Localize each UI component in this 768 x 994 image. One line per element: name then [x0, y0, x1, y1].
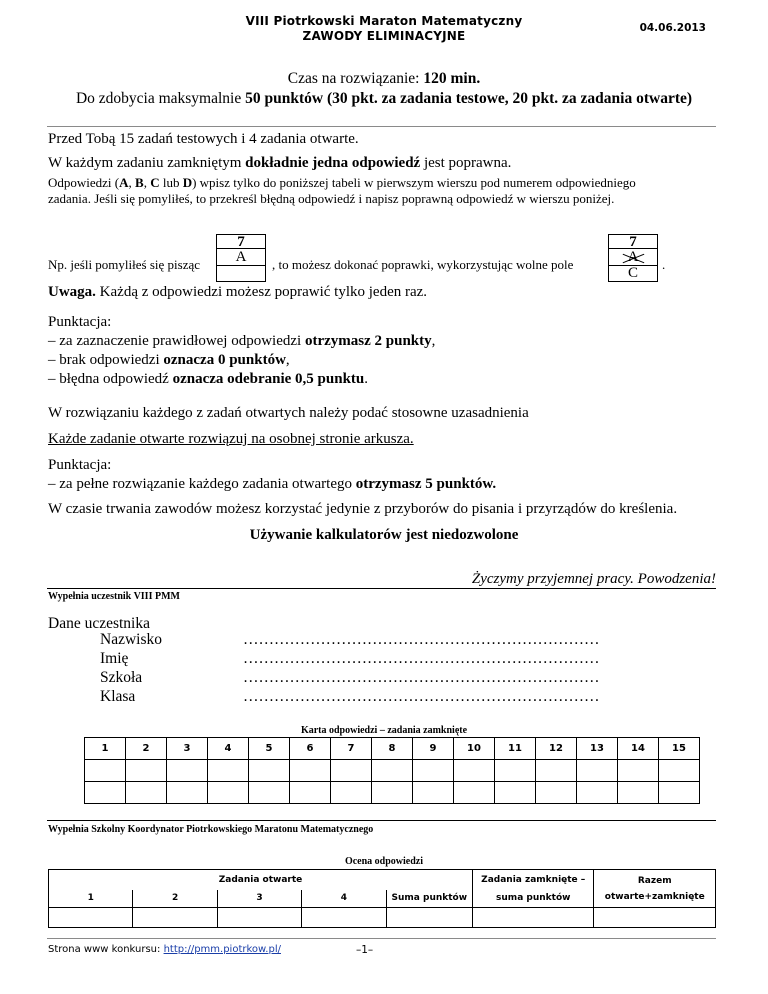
answer-cell[interactable]	[167, 760, 208, 782]
field-label-imie: Imię	[100, 650, 129, 667]
correction-cell[interactable]	[126, 782, 167, 804]
header-title-line1: VIII Piotrkowski Maraton Matematyczny	[245, 14, 523, 28]
field-input-nazwisko[interactable]: ……………………………………………………………	[243, 631, 600, 648]
field-label-szkola: Szkoła	[100, 669, 143, 686]
crossed-answer: A	[627, 249, 639, 265]
score-cell[interactable]	[217, 908, 301, 928]
answer-number: 5	[249, 738, 290, 760]
tools-line: W czasie trwania zawodów możesz korzystać jedynie z przyborów do pisania i przyrządów do kreślenia.	[48, 501, 678, 517]
answer-cell[interactable]	[618, 760, 659, 782]
correction-cell[interactable]	[372, 782, 413, 804]
answer-cell[interactable]	[495, 760, 536, 782]
correction-cell[interactable]	[331, 782, 372, 804]
field-label-klasa: Klasa	[100, 688, 136, 705]
total-header: Razem otwarte+zamknięte	[594, 870, 716, 908]
correction-cell[interactable]	[454, 782, 495, 804]
score-cell[interactable]	[594, 908, 716, 928]
answer-number: 9	[413, 738, 454, 760]
open-tasks-header: Zadania otwarte	[49, 870, 473, 890]
footer-website	[48, 944, 281, 955]
scoring-none: – brak odpowiedzi oznacza 0 punktów,	[48, 352, 290, 368]
divider-coordinator	[47, 820, 716, 821]
answer-cell[interactable]	[413, 760, 454, 782]
page-number: –1–	[356, 944, 374, 956]
footer-website-link[interactable]: http://pmm.piotrkow.pl/	[163, 944, 281, 955]
answer-card-title: Karta odpowiedzi – zadania zamknięte	[300, 725, 468, 736]
correction-cell[interactable]	[536, 782, 577, 804]
answer-number: 14	[618, 738, 659, 760]
score-cell[interactable]	[473, 908, 594, 928]
open-col-3: 3	[217, 890, 301, 908]
correction-cell[interactable]	[290, 782, 331, 804]
uwaga-line: Uwaga. Każdą z odpowiedzi możesz poprawić tylko jeden raz.	[48, 284, 428, 300]
answer-cell[interactable]	[249, 760, 290, 782]
answer-number: 15	[659, 738, 700, 760]
correction-cell[interactable]	[495, 782, 536, 804]
answer-cell[interactable]	[85, 760, 126, 782]
time-line	[0, 70, 768, 88]
answer-number: 7	[331, 738, 372, 760]
ocena-table	[48, 869, 716, 928]
score-cell[interactable]	[302, 908, 386, 928]
header-date: 04.06.2013	[639, 22, 706, 34]
score-cell[interactable]	[386, 908, 472, 928]
field-input-szkola[interactable]: ……………………………………………………………	[243, 669, 600, 686]
scoring-open-heading: Punktacja:	[48, 457, 112, 473]
footer-website-label: Strona www konkursu:	[48, 944, 164, 955]
answer-row-correction	[85, 782, 700, 804]
answer-number: 13	[577, 738, 618, 760]
header-title-line2: ZAWODY ELIMINACYJNE	[302, 29, 466, 43]
open-tasks-separate-page: Każde zadanie otwarte rozwiązuj na osobnej stronie arkusza.	[48, 431, 414, 447]
example-box-number: 7	[217, 235, 265, 249]
answer-number: 4	[208, 738, 249, 760]
answer-instructions-line1: Odpowiedzi (A, B, C lub D) wpisz tylko do poniższej tabeli w pierwszym wierszu pod numerem odpowiedniego	[48, 175, 636, 190]
answer-cell[interactable]	[454, 760, 495, 782]
score-cell[interactable]	[49, 908, 133, 928]
one-answer-line: W każdym zadaniu zamkniętym dokładnie jedna odpowiedź jest poprawna.	[48, 155, 512, 171]
answer-instructions-line2: zadania. Jeśli się pomyliłeś, to przekreśl błędną odpowiedź i napisz poprawną odpowiedź w wierszu poniżej.	[48, 191, 615, 206]
correction-cell[interactable]	[167, 782, 208, 804]
example-text-end: .	[662, 257, 666, 272]
example-text-middle: , to możesz dokonać poprawki, wykorzystując wolne pole	[272, 257, 574, 272]
footer-divider	[47, 938, 716, 939]
divider-student	[47, 588, 716, 589]
example-box-wrong	[216, 234, 266, 282]
closed-tasks-header: Zadania zamknięte –	[473, 870, 594, 890]
correction-cell[interactable]	[577, 782, 618, 804]
correction-cell[interactable]	[85, 782, 126, 804]
student-section-label: Wypełnia uczestnik VIII PMM	[48, 591, 180, 602]
student-data-heading: Dane uczestnika	[48, 615, 150, 632]
field-input-imie[interactable]: ……………………………………………………………	[243, 650, 600, 667]
answer-number: 12	[536, 738, 577, 760]
answer-card-table	[84, 737, 700, 804]
answer-cell[interactable]	[659, 760, 700, 782]
divider-top	[47, 126, 716, 127]
ocena-title: Ocena odpowiedzi	[344, 856, 424, 867]
open-col-1: 1	[49, 890, 133, 908]
correction-cell[interactable]	[659, 782, 700, 804]
answer-cell[interactable]	[290, 760, 331, 782]
points-value: 50 punktów (30 pkt. za zadania testowe, 20 pkt. za zadania otwarte)	[245, 90, 693, 107]
student-field-lines	[243, 630, 600, 706]
example-text-start: Np. jeśli pomyliłeś się pisząc	[48, 257, 201, 272]
calculators-line: Używanie kalkulatorów jest niedozwolone	[249, 527, 519, 543]
scoring-open-line: – za pełne rozwiązanie każdego zadania otwartego otrzymasz 5 punktów.	[48, 476, 497, 492]
answer-number: 11	[495, 738, 536, 760]
answer-number: 6	[290, 738, 331, 760]
answer-row-first	[85, 760, 700, 782]
example-box-corrected	[608, 234, 658, 282]
correction-cell[interactable]	[208, 782, 249, 804]
closed-sum-col: suma punktów	[473, 890, 594, 908]
answer-cell[interactable]	[372, 760, 413, 782]
scoring-wrong: – błędna odpowiedź oznacza odebranie 0,5 punktu.	[48, 371, 369, 387]
open-col-sum: Suma punktów	[386, 890, 472, 908]
answer-cell[interactable]	[536, 760, 577, 782]
correction-cell[interactable]	[249, 782, 290, 804]
time-label: Czas na rozwiązanie:	[287, 70, 424, 87]
correction-cell[interactable]	[618, 782, 659, 804]
open-col-2: 2	[133, 890, 217, 908]
points-line	[0, 90, 768, 108]
field-input-klasa[interactable]: ……………………………………………………………	[243, 688, 600, 705]
time-value: 120 min.	[423, 70, 481, 87]
points-label: Do zdobycia maksymalnie	[75, 90, 246, 107]
answer-cell[interactable]	[331, 760, 372, 782]
scoring-heading: Punktacja:	[48, 314, 112, 330]
coordinator-label: Wypełnia Szkolny Koordynator Piotrkowskiego Maratonu Matematycznego	[48, 824, 374, 835]
field-label-nazwisko: Nazwisko	[100, 631, 162, 648]
answer-cell[interactable]	[208, 760, 249, 782]
corrected-answer: C	[627, 265, 638, 281]
answer-number: 2	[126, 738, 167, 760]
example-box-number: 7	[609, 235, 657, 249]
open-tasks-justify: W rozwiązaniu każdego z zadań otwartych należy podać stosowne uzasadnienia	[48, 405, 529, 421]
scoring-correct: – za zaznaczenie prawidłowej odpowiedzi otrzymasz 2 punkty,	[48, 333, 436, 349]
answer-cell[interactable]	[577, 760, 618, 782]
answer-cell[interactable]	[126, 760, 167, 782]
student-fields	[100, 630, 162, 706]
answer-card-numbers	[85, 738, 700, 760]
tasks-count-line: Przed Tobą 15 zadań testowych i 4 zadania otwarte.	[48, 131, 359, 147]
answer-number: 10	[454, 738, 495, 760]
open-col-4: 4	[302, 890, 386, 908]
answer-number: 3	[167, 738, 208, 760]
example-box-answer: A	[217, 249, 265, 266]
answer-number: 8	[372, 738, 413, 760]
answer-number: 1	[85, 738, 126, 760]
wishes-line: Życzymy przyjemnej pracy. Powodzenia!	[471, 571, 716, 587]
correction-cell[interactable]	[413, 782, 454, 804]
score-cell[interactable]	[133, 908, 217, 928]
